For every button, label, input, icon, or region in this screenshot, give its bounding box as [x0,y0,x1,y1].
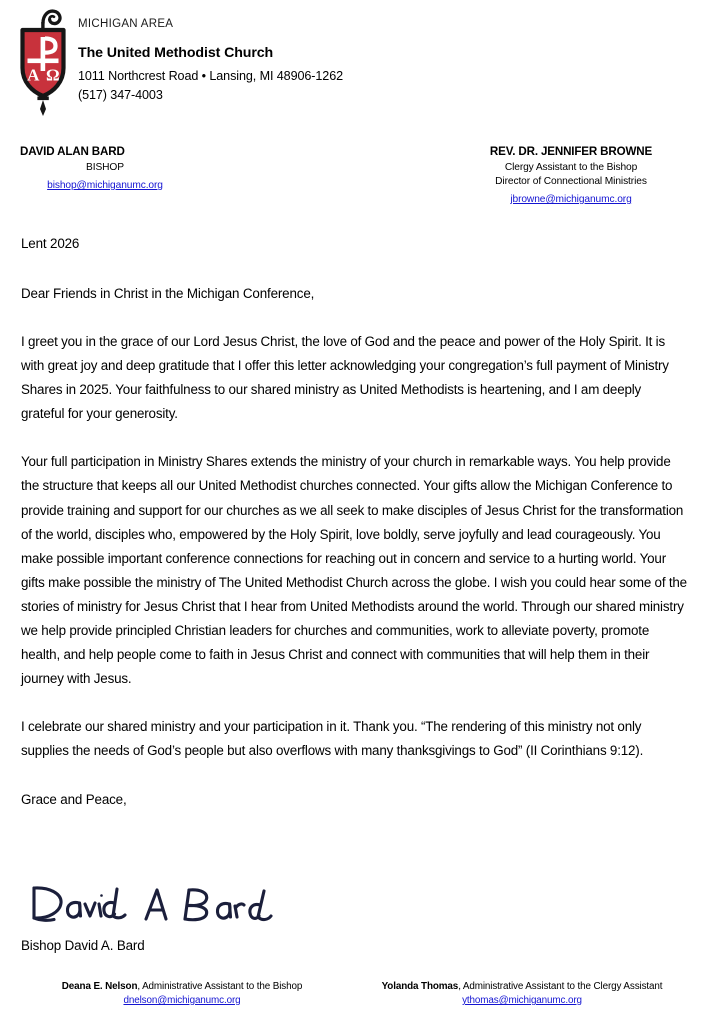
footer [0,980,702,1024]
handwritten-signature [24,880,284,932]
bishop-name: DAVID ALAN BARD [20,145,125,158]
letter-closing: Grace and Peace, [21,791,127,807]
signer-name: Bishop David A. Bard [21,938,145,953]
footer-assistant-clergy-line [352,980,692,994]
footer-assistant-clergy-block [352,980,692,1008]
bishop-email-link[interactable]: bishop@michiganumc.org [47,180,163,191]
clergy-assistant-contact-block [447,144,695,207]
clergy-assistant-email-link[interactable]: jbrowne@michiganumc.org [510,194,632,205]
svg-text:Ω: Ω [45,65,60,85]
footer-assistant-clergy-email-row [352,994,692,1008]
clergy-assistant-title-2: Director of Connectional Ministries [495,176,647,187]
contact-blocks [0,144,702,222]
umc-michigan-shield-logo-icon [14,6,72,118]
footer-assistant-bishop-name: Deana E. Nelson [61,981,138,992]
bishop-contact-block [20,144,245,193]
clergy-assistant-name: REV. DR. JENNIFER BROWNE [489,145,653,158]
footer-assistant-bishop-email-link[interactable]: dnelson@michiganumc.org [123,995,241,1006]
footer-assistant-clergy-email-link[interactable]: ythomas@michiganumc.org [462,995,582,1006]
letter-paragraph-1: I greet you in the grace of our Lord Jesus Christ, the love of God and the peace and power of the Holy Spirit. It is with great joy and deep gratitude that I offer this letter acknowledging your congregation’s full payment of Ministry Shares in 2025. Your faithfulness to our shared ministry as United Methodists is heartening, and I am deeply grateful for your generosity. [21,334,669,422]
letter-paragraph-2: Your full participation in Ministry Shares extends the ministry of your church in remarkable ways. You help provide the structure that keeps all our United Methodist churches connected. Your gifts allow the Michigan Conference to provide training and support for our churches as we all seek to make disciples of Jesus Christ for the transformation of the world, disciples who, empowered by the Holy Spirit, love boldly, serve joyfully and lead courageously. You make possible important conference connections for reaching out in concern and service to a hurting world. Your gifts make possible the ministry of The United Methodist Church across the globe. I wish you could hear some of the stories of ministry for Jesus Christ that I hear from United Methodists around the world. Through our shared ministry we help provide principled Christian leaders for churches and communities, work to alleviate poverty, promote health, and help people come to faith in Jesus Christ and connect with communities that will help them in their journey with Jesus. [21,454,687,687]
letterhead [0,0,702,126]
letterhead-phone: (517) 347-4003 [78,88,163,102]
bishop-email-row [20,175,190,193]
footer-assistant-bishop-block [12,980,352,1008]
footer-assistant-clergy-name: Yolanda Thomas [381,981,459,992]
letterhead-area-label: MICHIGAN AREA [78,18,174,30]
footer-assistant-bishop-line [12,980,352,994]
letter-body [21,232,687,812]
footer-assistant-bishop-email-row [12,994,352,1008]
footer-assistant-clergy-role: , Administrative Assistant to the Clergy Assistant [458,981,663,992]
letterhead-church-name: The United Methodist Church [78,45,274,61]
letterhead-text [78,17,678,105]
letter-date: Lent 2026 [21,236,80,251]
letter-paragraph-3: I celebrate our shared ministry and your participation in it. Thank you. “The rendering of this ministry not only supplies the needs of God’s people but also overflows with many thanksgivings to God” (II Corinthians 9:12). [21,719,644,759]
letter-salutation: Dear Friends in Christ in the Michigan Conference, [21,286,315,301]
footer-assistant-bishop-role: , Administrative Assistant to the Bishop [137,981,303,992]
letterhead-address: 1011 Northcrest Road • Lansing, MI 48906-1262 [78,69,344,83]
bishop-title: BISHOP [86,162,124,173]
clergy-assistant-title-1: Clergy Assistant to the Bishop [504,162,638,173]
svg-text:A: A [27,65,40,85]
